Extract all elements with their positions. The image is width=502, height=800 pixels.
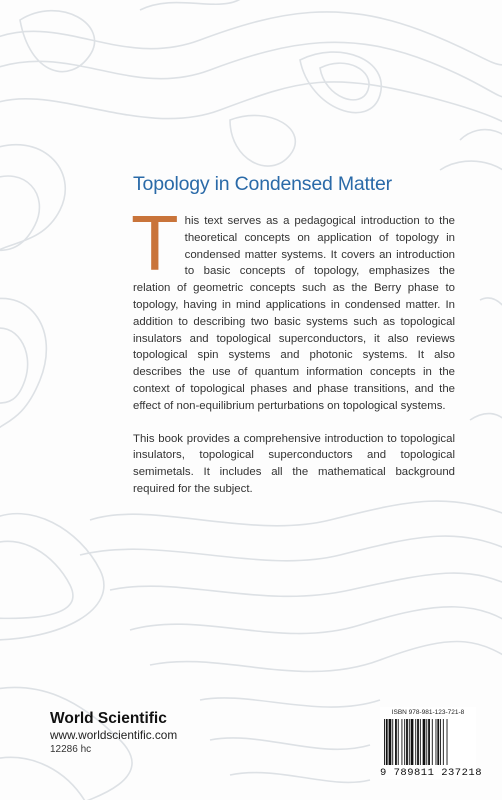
- barcode-bar: [411, 719, 414, 765]
- barcode-bar: [447, 719, 448, 765]
- barcode-bar: [423, 719, 426, 765]
- barcode-bar: [420, 719, 421, 765]
- barcode-bar: [395, 719, 397, 765]
- barcode-bar: [436, 719, 437, 765]
- barcode-digits: 9 789811 237218: [380, 767, 483, 779]
- barcode-bar: [417, 719, 419, 765]
- barcode-bar: [384, 719, 385, 765]
- barcode-bar: [406, 719, 408, 765]
- barcode-bar: [428, 719, 430, 765]
- paragraph-1-text: his text serves as a pedagogical introduction to the theoretical concepts on application of topology in condensed matter systems. It covers an introduction to basic concepts of topology, emphasizes the relation of geometric concepts such as the Berry phase to topology, having in mind applications in condensed matter. In addition to describing two basic systems such as topological insulators and topological superconductors, it also reviews topological spin systems and photonic systems. It also describes the use of quantum information concepts in the context of topological phases and phase transitions, and the effect of non-equilibrium perturbations on topological systems.: [133, 215, 455, 412]
- barcode-bar: [398, 719, 399, 765]
- book-description: [131, 199, 455, 514]
- product-code: 12286 hc: [50, 744, 92, 755]
- barcode-bar: [426, 719, 427, 765]
- publisher-url: www.worldscientific.com: [50, 728, 178, 742]
- isbn-barcode: [380, 707, 483, 779]
- description-paragraph-1: [131, 199, 455, 415]
- barcode-bar: [443, 719, 444, 765]
- publisher-name: World Scientific: [50, 710, 167, 727]
- barcode-bars: [384, 719, 472, 769]
- isbn-label: ISBN 978-981-123-721-8: [391, 709, 465, 716]
- barcode-bar: [386, 719, 388, 765]
- barcode-bar: [415, 719, 416, 765]
- barcode-bar: [432, 719, 433, 765]
- barcode-bar: [437, 719, 439, 765]
- barcode-bar: [389, 719, 392, 765]
- barcode-bar: [401, 719, 402, 765]
- barcode-bar: [409, 719, 410, 765]
- drop-cap: T: [131, 199, 179, 287]
- publisher-block: [50, 710, 250, 757]
- barcode-bar: [392, 719, 393, 765]
- barcode-bar: [440, 719, 441, 765]
- description-paragraph-2: This book provides a comprehensive introduction to topological insulators, topological superconductors and topological semimetals. It includes all the mathematical background required for the subject.: [133, 432, 455, 495]
- barcode-bar: [404, 719, 405, 765]
- book-title: Topology in Condensed Matter: [133, 173, 392, 195]
